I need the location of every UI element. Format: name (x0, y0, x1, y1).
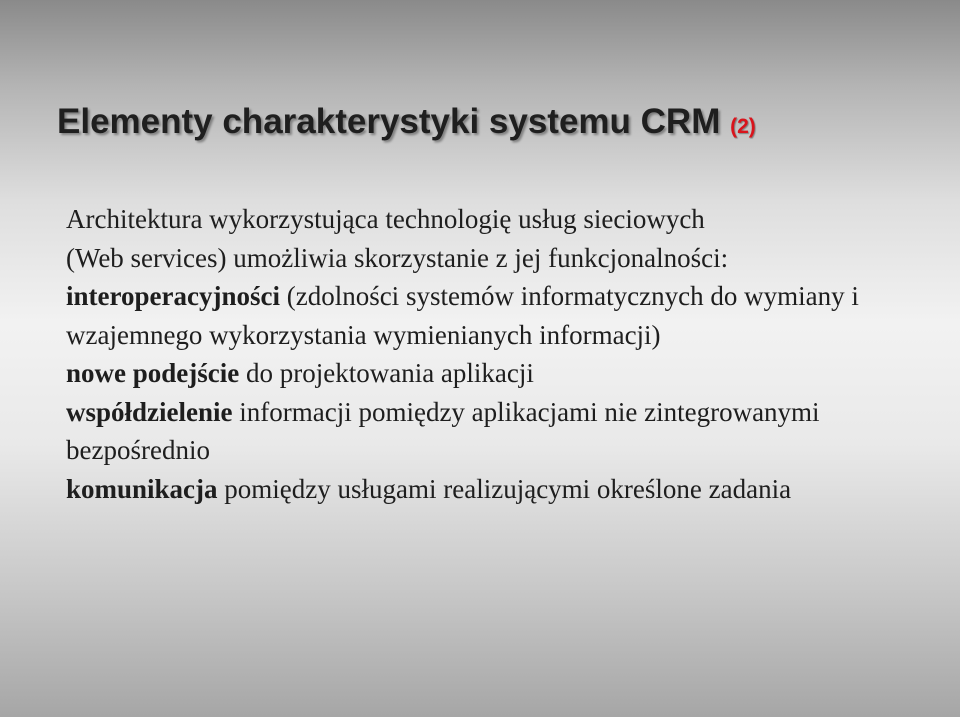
intro-line (66, 200, 926, 239)
feature-item-interoperability (66, 277, 926, 354)
intro-line-2: (Web services) umożliwia skorzystanie z jej funkcjonalności: (66, 242, 729, 273)
feature-term: nowe podejście (66, 358, 240, 388)
feature-description: do projektowania aplikacji (239, 358, 534, 388)
feature-description: informacji pomiędzy aplikacjami nie zintegrowanymi bezpośrednio (66, 396, 820, 465)
feature-term: komunikacja (66, 473, 218, 504)
feature-term: współdzielenie (66, 396, 233, 427)
feature-description: pomiędzy usługami realizującymi określone zadania (217, 473, 792, 504)
slide-title-text: Elementy charakterystyki systemu CRM (57, 102, 721, 141)
intro-line (66, 239, 926, 278)
feature-term: interoperacyjności (66, 281, 280, 311)
slide-title-number: (2) (730, 115, 756, 138)
slide-title (57, 101, 756, 143)
intro-line-1: Architektura wykorzystująca technologię usług sieciowych (66, 204, 705, 234)
feature-item-sharing (66, 393, 926, 470)
slide-body (66, 200, 926, 508)
feature-description: (zdolności systemów informatycznych do wymiany i wzajemnego wykorzystania wymienianych informacji) (66, 281, 859, 350)
feature-item-communication (66, 470, 926, 509)
feature-item-new-approach (66, 354, 926, 393)
